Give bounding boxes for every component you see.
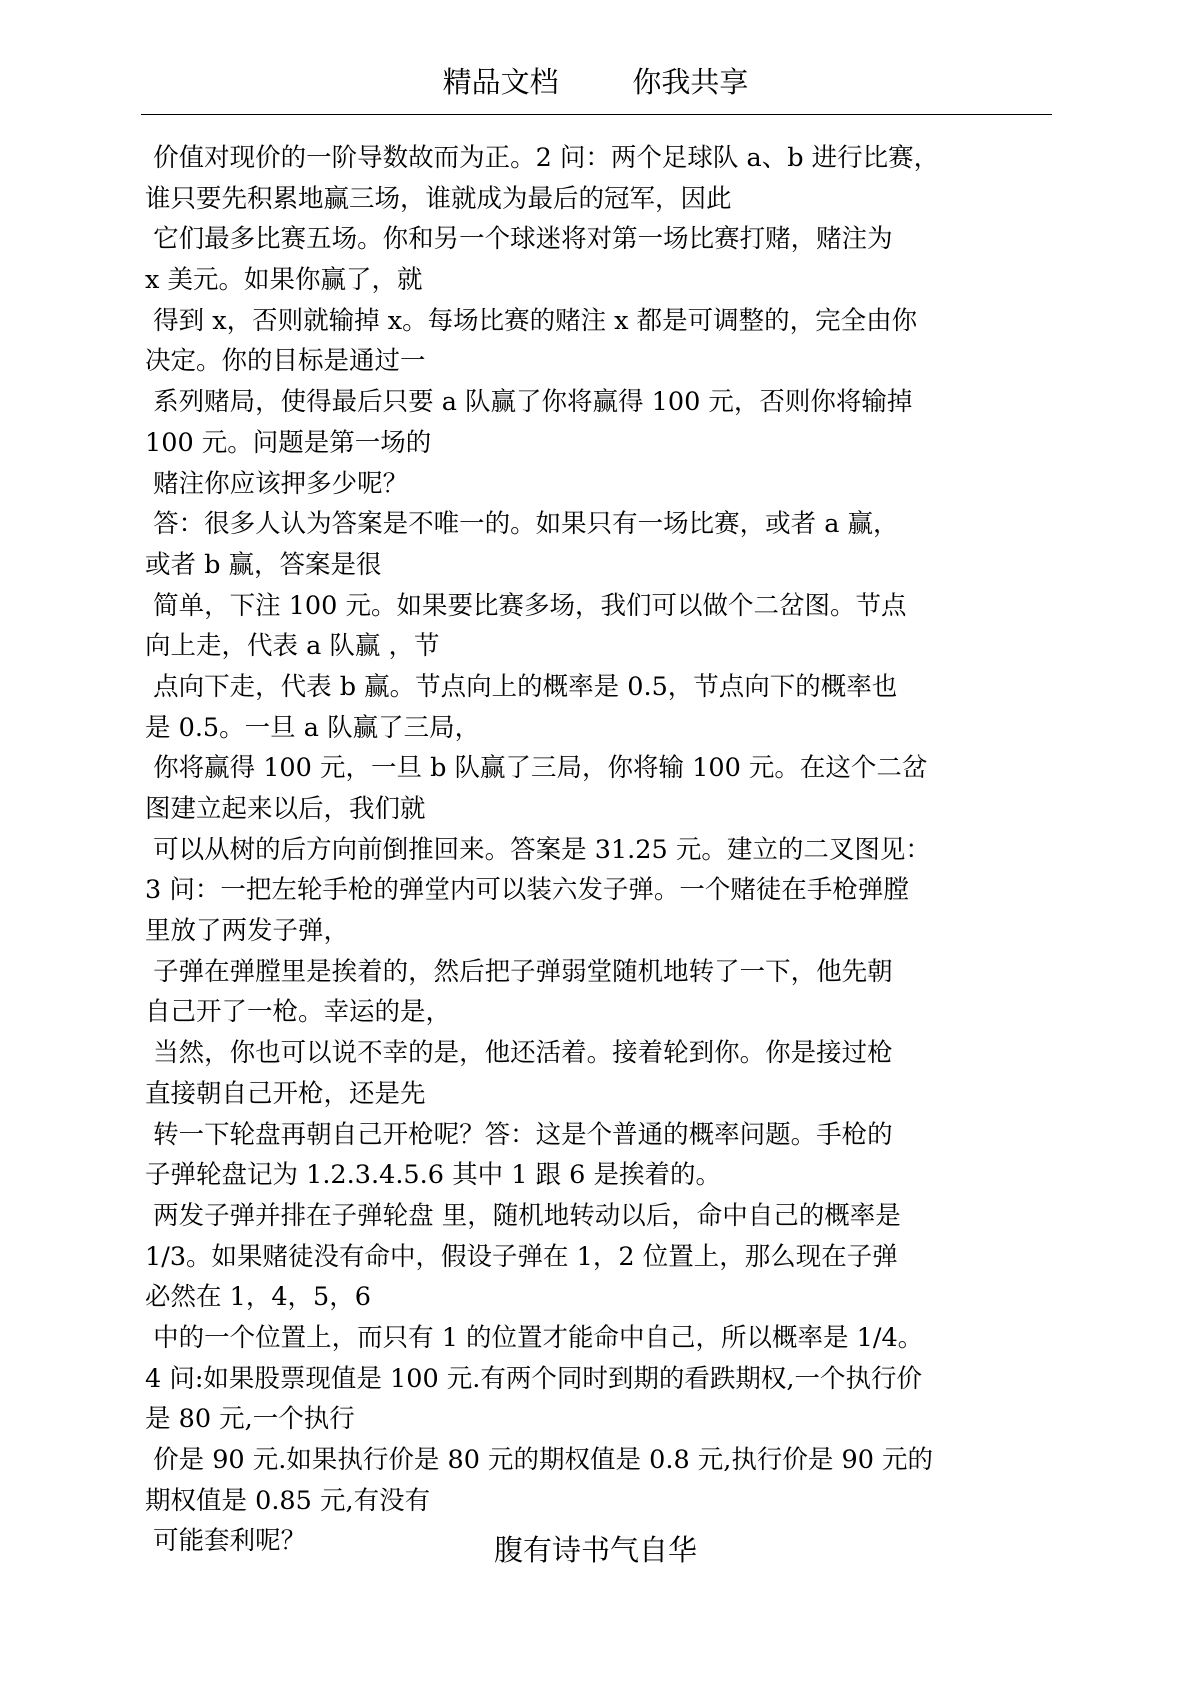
body-line: 价是 90 元.如果执行价是 80 元的期权值是 0.8 元,执行价是 90 元的 bbox=[145, 1445, 934, 1475]
body-line: 100 元。问题是第一场的 bbox=[145, 427, 432, 458]
body-line: 简单，下注 100 元。如果要比赛多场，我们可以做个二岔图。节点 bbox=[145, 590, 907, 621]
page-footer-text: 腹有诗书气自华 bbox=[493, 1533, 697, 1567]
body-line: 决定。你的目标是通过一 bbox=[145, 346, 426, 377]
body-line: 中的一个位置上，而只有 1 的位置才能命中自己，所以概率是 1/4。 bbox=[145, 1322, 924, 1353]
body-line: 子弹轮盘记为 1.2.3.4.5.6 其中 1 跟 6 是挨着的。 bbox=[145, 1160, 721, 1191]
body-line: 当然，你也可以说不幸的是，他还活着。接着轮到你。你是接过枪 bbox=[145, 1038, 893, 1069]
body-line: 图建立起来以后，我们就 bbox=[145, 794, 426, 824]
body-line: 可以从树的后方向前倒推回来。答案是 31.25 元。建立的二叉图见： bbox=[145, 834, 931, 865]
body-line: 转一下轮盘再朝自己开枪呢？答：这是个普通的概率问题。手枪的 bbox=[145, 1119, 893, 1150]
body-line: 价值对现价的一阶导数故而为正。2 问：两个足球队 a、b 进行比赛， bbox=[145, 143, 940, 173]
body-line: 期权值是 0.85 元,有没有 bbox=[145, 1485, 431, 1516]
body-line: 子弹在弹膛里是挨着的，然后把子弹弱堂随机地转了一下，他先朝 bbox=[145, 956, 893, 987]
body-line: 向上走，代表 a 队赢 ，节 bbox=[145, 631, 440, 662]
body-line: 或者 b 赢，答案是很 bbox=[145, 549, 382, 580]
body-line: 它们最多比赛五场。你和另一个球迷将对第一场比赛打赌，赌注为 bbox=[145, 224, 893, 255]
body-line: 自己开了一枪。幸运的是， bbox=[145, 997, 452, 1028]
body-line: x 美元。如果你赢了，就 bbox=[145, 265, 423, 296]
body-line: 两发子弹并排在子弹轮盘 里，随机地转动以后，命中自己的概率是 bbox=[145, 1200, 901, 1231]
body-line: 可能套利呢？ bbox=[145, 1526, 307, 1557]
body-line: 必然在 1，4，5，6 bbox=[145, 1282, 372, 1313]
body-line: 3 问：一把左轮手枪的弹堂内可以装六发子弹。一个赌徒在手枪弹膛 bbox=[145, 875, 909, 906]
body-line: 里放了两发子弹， bbox=[145, 916, 350, 947]
body-line: 是 80 元,一个执行 bbox=[145, 1404, 355, 1435]
body-line: 赌注你应该押多少呢？ bbox=[145, 468, 409, 499]
page-header-title: 精品文档 你我共享 bbox=[442, 65, 749, 99]
body-line: 得到 x，否则就输掉 x。每场比赛的赌注 x 都是可调整的，完全由你 bbox=[145, 305, 918, 336]
body-line: 4 问:如果股票现值是 100 元.有两个同时到期的看跌期权,一个执行价 bbox=[145, 1363, 923, 1394]
document-body bbox=[145, 138, 1065, 1562]
header-divider bbox=[141, 114, 1052, 115]
body-line: 1/3。如果赌徒没有命中，假设子弹在 1，2 位置上，那么现在子弹 bbox=[145, 1241, 898, 1272]
body-line: 系列赌局，使得最后只要 a 队赢了你将赢得 100 元，否则你将输掉 bbox=[145, 387, 913, 418]
body-line: 点向下走，代表 b 赢。节点向上的概率是 0.5，节点向下的概率也 bbox=[145, 671, 898, 702]
body-line: 直接朝自己开枪，还是先 bbox=[145, 1078, 426, 1109]
body-line: 你将赢得 100 元，一旦 b 队赢了三局，你将输 100 元。在这个二岔 bbox=[145, 753, 928, 784]
body-line: 是 0.5。一旦 a 队赢了三局， bbox=[145, 712, 481, 743]
body-line: 答：很多人认为答案是不唯一的。如果只有一场比赛，或者 a 赢， bbox=[145, 509, 899, 540]
body-line: 谁只要先积累地赢三场，谁就成为最后的冠军，因此 bbox=[145, 183, 732, 214]
